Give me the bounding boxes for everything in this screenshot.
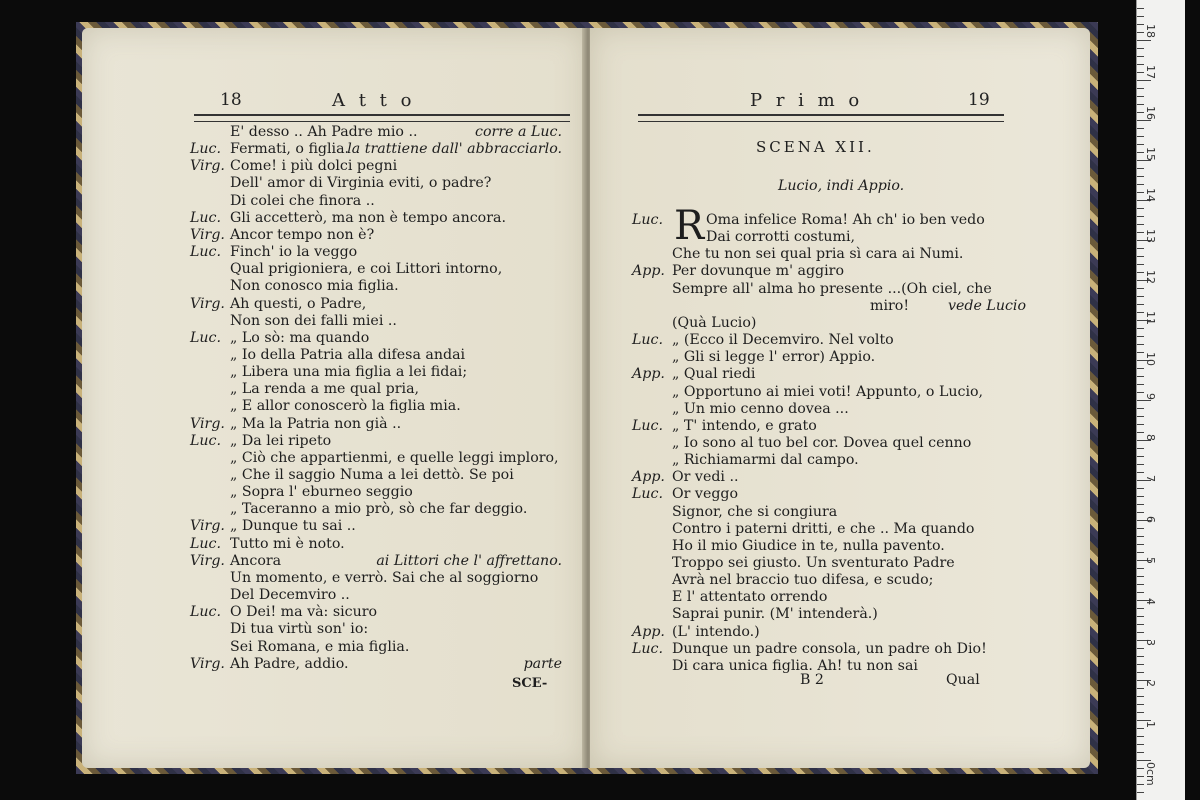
verse-line: Gli accetterò, ma non è tempo ancora. [230, 209, 506, 226]
verse-line: miro! [870, 297, 910, 314]
right-running-title: P r i m o [750, 90, 864, 111]
ruler-tick [1137, 40, 1151, 41]
verse-line: Contro i paterni dritti, e che .. Ma quando [672, 520, 975, 537]
ruler-label: 1 [1144, 721, 1157, 728]
ruler-tick [1137, 624, 1144, 625]
speaker-label: Virg. [190, 226, 225, 243]
ruler-label: 4 [1144, 598, 1157, 605]
speaker-label: Luc. [190, 432, 222, 449]
ruler-tick [1137, 568, 1144, 569]
verse-line: Un momento, e verrò. Sai che al soggiorno [230, 569, 539, 586]
verse-line: „ Dunque tu sai .. [230, 518, 356, 535]
ruler-tick [1137, 488, 1144, 489]
ruler-tick [1137, 656, 1144, 657]
ruler-label: 8 [1144, 434, 1157, 441]
ruler-tick [1137, 16, 1144, 17]
ruler-label: 7 [1144, 475, 1157, 482]
speaker-label: Virg. [190, 518, 225, 535]
ruler-tick [1137, 368, 1144, 369]
stage-direction: corre a Luc. [475, 124, 562, 140]
ruler-tick [1137, 184, 1144, 185]
verse-line: „ Sopra l' eburneo seggio [230, 484, 413, 501]
ruler-tick [1137, 136, 1144, 137]
speaker-label: Luc. [632, 640, 664, 657]
verse-line: Qual prigioniera, e coi Littori intorno, [230, 261, 503, 278]
speaker-label: Virg. [190, 415, 225, 432]
speaker-label: Virg. [190, 295, 225, 312]
ruler-label: 2 [1144, 680, 1157, 687]
verse-line: „ Ma la Patria non già .. [230, 415, 402, 432]
ruler-tick [1137, 8, 1144, 9]
verse-line: Per dovunque m' aggiro [672, 263, 844, 280]
verse-line: E l' attentato orrendo [672, 589, 828, 606]
ruler-label: 3 [1144, 639, 1157, 646]
ruler-tick [1137, 760, 1151, 761]
ruler-tick [1137, 424, 1144, 425]
ruler-tick [1137, 264, 1144, 265]
ruler-tick [1137, 584, 1144, 585]
measuring-ruler [1136, 0, 1185, 800]
verse-line: Tutto mi è noto. [230, 535, 345, 552]
verse-line: Avrà nel braccio tuo difesa, e scudo; [672, 572, 934, 589]
ruler-tick [1137, 400, 1151, 401]
verse-line: „ Taceranno a mio prò, sò che far deggio. [230, 501, 528, 518]
ruler-tick [1137, 648, 1144, 649]
verse-line: „ Libera una mia figlia a lei fidai; [230, 364, 468, 381]
verse-line: O Dei! ma và: sicuro [230, 604, 378, 621]
speaker-label: Luc. [632, 332, 664, 349]
ruler-tick [1137, 296, 1144, 297]
ruler-label: 10 [1144, 352, 1157, 366]
verse-line: Dai corrotti costumi, [706, 229, 856, 246]
verse-line: Signor, che si congiura [672, 503, 838, 520]
verse-line: Oma infelice Roma! Ah ch' io ben vedo [706, 212, 985, 228]
ruler-tick [1137, 112, 1144, 113]
ruler-tick [1137, 464, 1144, 465]
stage-direction: la trattiene dall' abbracciarlo. [347, 141, 562, 158]
ruler-label: 17 [1144, 65, 1157, 79]
ruler-tick [1137, 168, 1144, 169]
verse-line: Che tu non sei qual pria sì cara ai Numi. [672, 246, 964, 263]
ruler-tick [1137, 576, 1144, 577]
ruler-label: 14 [1144, 188, 1157, 202]
ruler-label: 16 [1144, 106, 1157, 120]
ruler-tick [1137, 792, 1144, 793]
speaker-label: App. [632, 623, 665, 640]
ruler-tick [1137, 744, 1144, 745]
speaker-label: Luc. [632, 417, 664, 434]
verse-line: „ T' intendo, e grato [672, 417, 817, 434]
stage-direction: ai Littori che l' affrettano. [376, 552, 562, 569]
verse-line: Ah Padre, addio. [230, 655, 349, 672]
ruler-tick [1137, 408, 1144, 409]
left-text-block [82, 28, 586, 768]
verse-line: Or veggo [672, 486, 739, 503]
speaker-label: Luc. [190, 329, 222, 346]
ruler-tick [1137, 144, 1144, 145]
ruler-tick [1137, 608, 1144, 609]
ruler-tick [1137, 456, 1144, 457]
right-catchword: Qual [946, 672, 980, 688]
ruler-tick [1137, 688, 1144, 689]
ruler-tick [1137, 72, 1144, 73]
ruler-tick [1137, 304, 1144, 305]
ruler-label: 12 [1144, 270, 1157, 284]
ruler-tick [1137, 24, 1144, 25]
ruler-tick [1137, 416, 1144, 417]
ruler-tick [1137, 496, 1144, 497]
ruler-tick [1137, 192, 1144, 193]
left-page [82, 28, 586, 768]
verse-line: „ Gli si legge l' error) Appio. [672, 349, 876, 366]
ruler-tick [1137, 504, 1144, 505]
verse-line: „ Io sono al tuo bel cor. Dovea quel cenno [672, 434, 972, 451]
ruler-tick [1137, 784, 1144, 785]
scene-subtitle: Lucio, indi Appio. [778, 178, 905, 194]
speaker-label: Luc. [190, 604, 222, 621]
verse-line: Di cara unica figlia. Ah! tu non sai [672, 657, 918, 674]
ruler-tick [1137, 712, 1144, 713]
ruler-tick [1137, 376, 1144, 377]
ruler-tick [1137, 120, 1151, 121]
verse-line: (L' intendo.) [672, 623, 760, 640]
ruler-tick [1137, 272, 1144, 273]
ruler-tick [1137, 176, 1144, 177]
speaker-label: Virg. [190, 158, 225, 175]
ruler-tick [1137, 56, 1144, 57]
ruler-tick [1137, 552, 1144, 553]
ruler-tick [1137, 384, 1144, 385]
verse-line: Fermati, o figlia. [230, 141, 350, 158]
ruler-tick [1137, 672, 1144, 673]
ruler-label: 0cm [1144, 762, 1157, 786]
ruler-tick [1137, 248, 1144, 249]
ruler-tick [1137, 128, 1144, 129]
verse-line: Finch' io la veggo [230, 244, 358, 261]
ruler-tick [1137, 224, 1144, 225]
verse-line: „ Lo sò: ma quando [230, 329, 370, 346]
verse-line: Del Decemviro .. [230, 587, 350, 604]
ruler-tick [1137, 216, 1144, 217]
speaker-label: Luc. [190, 535, 222, 552]
verse-line: „ Da lei ripeto [230, 432, 332, 449]
right-page [590, 28, 1090, 768]
ruler-tick [1137, 528, 1144, 529]
speaker-label: App. [632, 263, 665, 280]
verse-line: Ho il mio Giudice in te, nulla pavento. [672, 537, 945, 554]
ruler-label: 11 [1144, 311, 1157, 325]
speaker-label: Luc. [190, 141, 222, 158]
left-catchword: SCE- [512, 676, 548, 691]
open-book [76, 22, 1098, 774]
verse-line: Troppo sei giusto. Un sventurato Padre [672, 555, 955, 571]
ruler-tick [1137, 392, 1144, 393]
scene-title: SCENA XII. [756, 138, 875, 156]
speaker-label: App. [632, 366, 665, 383]
ruler-tick [1137, 152, 1144, 153]
verse-line: Ancora [230, 552, 282, 569]
stage-direction: parte [523, 655, 562, 672]
ruler-tick [1137, 632, 1144, 633]
verse-line: „ Che il saggio Numa a lei dettò. Se poi [230, 467, 514, 483]
ruler-tick [1137, 64, 1144, 65]
ruler-tick [1137, 48, 1144, 49]
right-text-block [590, 28, 1090, 768]
ruler-tick [1137, 32, 1144, 33]
ruler-tick [1137, 728, 1144, 729]
speaker-label: Luc. [632, 486, 664, 503]
ruler-tick [1137, 536, 1144, 537]
ruler-tick [1137, 448, 1144, 449]
verse-line: „ Un mio cenno dovea ... [672, 400, 849, 417]
speaker-label: Luc. [190, 244, 222, 261]
verse-line: „ Ciò che appartienmi, e quelle leggi imploro, [230, 449, 559, 466]
verse-line: Saprai punir. (M' intenderà.) [672, 606, 878, 623]
ruler-tick [1137, 336, 1144, 337]
signature-mark: B 2 [800, 672, 824, 688]
speaker-label: Luc. [190, 209, 222, 226]
ruler-tick [1137, 96, 1144, 97]
stage-direction: vede Lucio [948, 297, 1026, 314]
verse-line: Ancor tempo non è? [230, 226, 375, 243]
verse-line: (Quà Lucio) [672, 314, 757, 331]
ruler-label: 15 [1144, 147, 1157, 161]
ruler-label: 9 [1144, 393, 1157, 400]
ruler-tick [1137, 736, 1144, 737]
verse-line: Come! i più dolci pegni [230, 158, 398, 175]
ruler-tick [1137, 664, 1144, 665]
verse-line: Dunque un padre consola, un padre oh Dio! [672, 640, 987, 657]
verse-line: „ (Ecco il Decemviro. Nel volto [672, 332, 894, 349]
right-page-number: 19 [968, 90, 990, 110]
verse-line: „ Opportuno ai miei voti! Appunto, o Lucio, [672, 383, 984, 400]
verse-line: Non conosco mia figlia. [230, 278, 399, 295]
left-page-number: 18 [220, 90, 242, 110]
ruler-tick [1137, 752, 1144, 753]
ruler-tick [1137, 768, 1144, 769]
ruler-tick [1137, 352, 1144, 353]
speaker-label: Luc. [632, 212, 664, 228]
ruler-tick [1137, 776, 1144, 777]
ruler-tick [1137, 88, 1144, 89]
ruler-label: 6 [1144, 516, 1157, 523]
ruler-tick [1137, 312, 1144, 313]
verse-line: „ Richiamarmi dal campo. [672, 452, 859, 469]
ruler-tick [1137, 232, 1144, 233]
verse-line: Di colei che finora .. [230, 192, 375, 209]
ruler-tick [1137, 344, 1144, 345]
drop-cap: R [674, 203, 705, 249]
ruler-tick [1137, 616, 1144, 617]
verse-line: Or vedi .. [672, 469, 739, 486]
ruler-tick [1137, 80, 1151, 81]
ruler-label: 18 [1144, 24, 1157, 38]
ruler-tick [1137, 104, 1144, 105]
verse-line: „ E allor conoscerò la figlia mia. [230, 398, 461, 415]
speaker-label: App. [632, 469, 665, 486]
verse-line: Non son dei falli miei .. [230, 312, 397, 329]
verse-line: Dell' amor di Virginia eviti, o padre? [230, 175, 492, 192]
verse-line: „ La renda a me qual pria, [230, 381, 420, 398]
ruler-tick [1137, 256, 1144, 257]
verse-line: E' desso .. Ah Padre mio .. [230, 124, 418, 140]
ruler-tick [1137, 472, 1144, 473]
ruler-tick [1137, 704, 1144, 705]
verse-line: „ Qual riedi [672, 366, 756, 383]
verse-line: Ah questi, o Padre, [230, 295, 367, 312]
left-running-title: A t t o [332, 90, 416, 111]
ruler-tick [1137, 208, 1144, 209]
ruler-tick [1137, 696, 1144, 697]
ruler-tick [1137, 592, 1144, 593]
ruler-tick [1137, 288, 1144, 289]
speaker-label: Virg. [190, 552, 225, 569]
verse-line: Sei Romana, e mia figlia. [230, 638, 410, 655]
ruler-label: 5 [1144, 557, 1157, 564]
ruler-tick [1137, 544, 1144, 545]
verse-line: Di tua virtù son' io: [230, 621, 369, 638]
ruler-label: 13 [1144, 229, 1157, 243]
verse-line: Sempre all' alma ho presente ...(Oh ciel, che [672, 280, 992, 297]
ruler-tick [1137, 512, 1144, 513]
ruler-tick [1137, 328, 1144, 329]
speaker-label: Virg. [190, 655, 225, 672]
ruler-tick [1137, 432, 1144, 433]
verse-line: „ Io della Patria alla difesa andai [230, 346, 466, 363]
